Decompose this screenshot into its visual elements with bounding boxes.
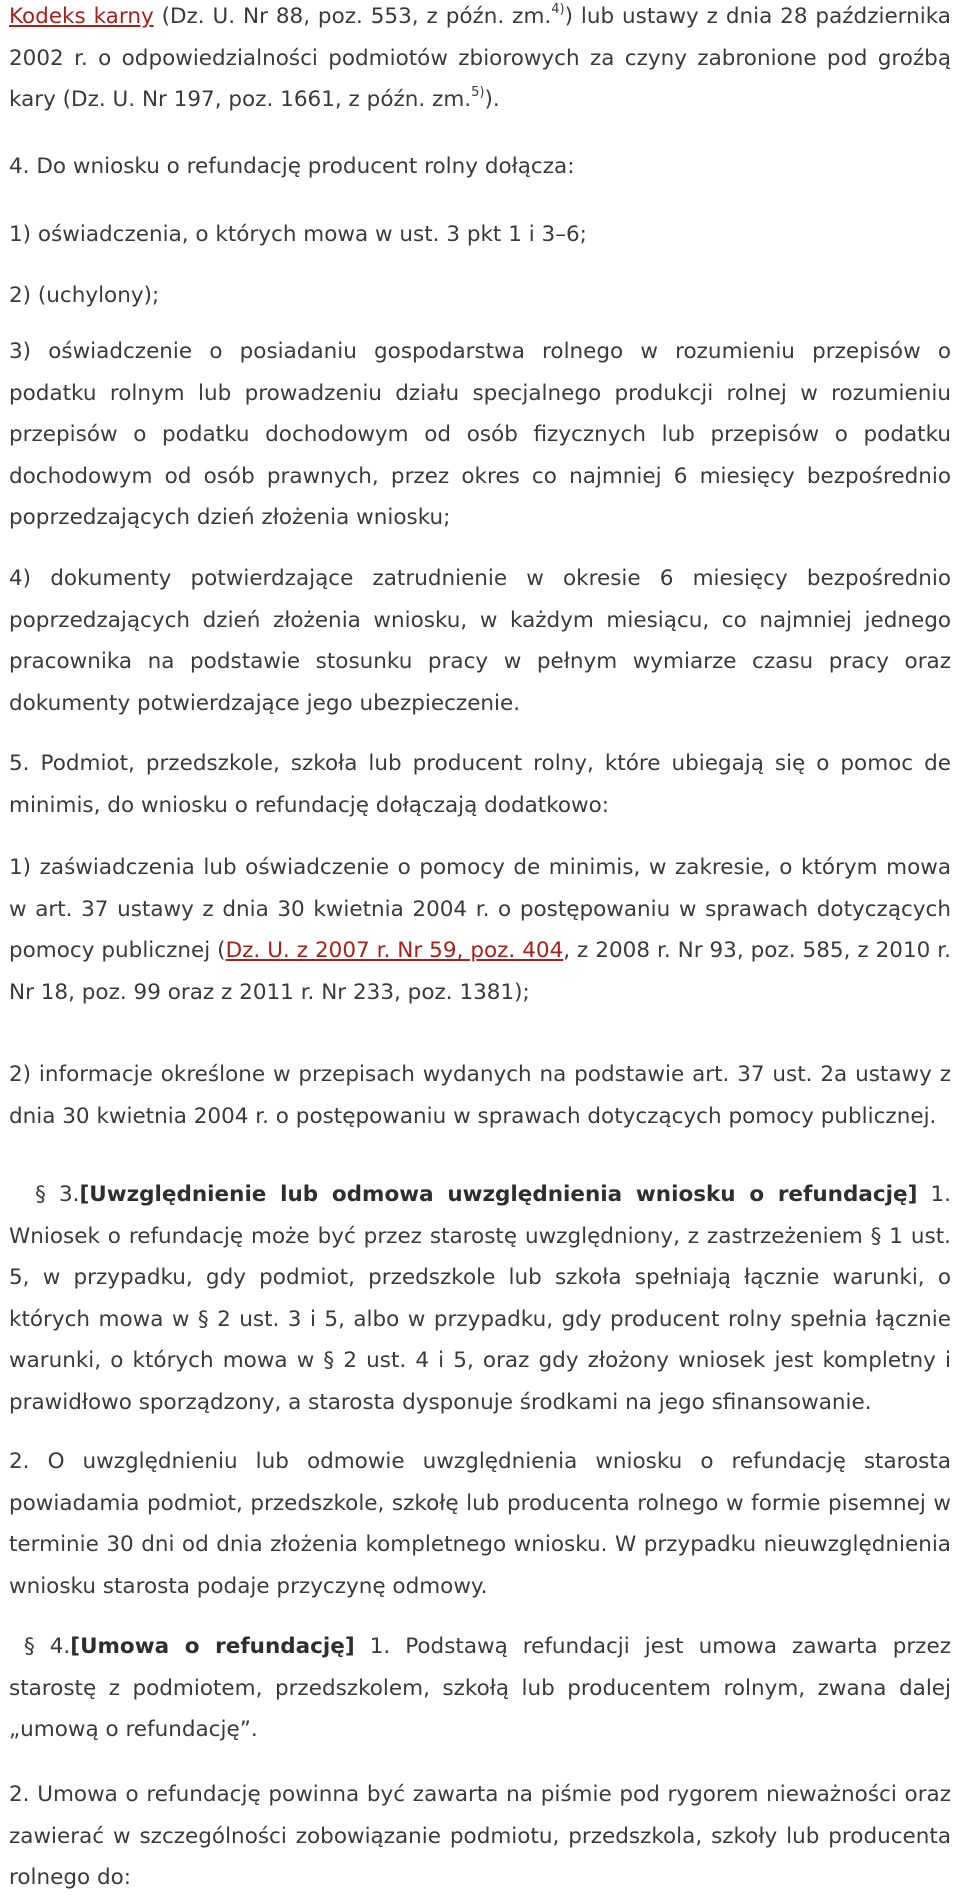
paragraph-5-item-2: 2) informacje określone w przepisach wydanych na podstawie art. 37 ust. 2a ustawy z dnia 30 kwietnia 2004 r. o postępowaniu w sprawach dotyczących pomocy publicznej. [9,1062,951,1129]
intro-text-3: ). [484,87,500,112]
dz-u-2007-link[interactable]: Dz. U. z 2007 r. Nr 59, poz. 404 [225,938,564,963]
section-3-paragraph-2: 2. O uwzględnieniu lub odmowie uwzględnienia wniosku o refundację starosta powiadamia podmiot, przedszkole, szkołę lub producenta rolnego w formie pisemnej w terminie 30 dni od dnia złożenia kompletnego wniosku. W przypadku nieuwzględnienia wniosku starosta podaje przyczynę odmowy. [9,1449,951,1599]
kodeks-karny-link[interactable]: Kodeks karny [9,4,154,29]
paragraph-5-item-1-text-a: 1) zaświadczenia lub oświadczenie o pomocy de minimis, w zakresie, o którym mowa w art. 37 ustawy z dnia 30 kwietnia 2004 r. o postępowaniu w sprawach dotyczących pomocy publicznej ( [9,855,951,963]
paragraph-5: 5. Podmiot, przedszkole, szkoła lub producent rolny, które ubiegają się o pomoc de minimis, do wniosku o refundację dołączają dodatkowo: [9,751,951,818]
section-3-paragraph-1 [9,1174,951,1423]
intro-text-2: ) lub ustawy z dnia 28 października 2002 r. o odpowiedzialności podmiotów zbiorowych za czyny zabronione pod groźbą kary (Dz. U. Nr 197, poz. 1661, z późn. zm. [9,4,951,112]
section-3-text: 1. Wniosek o refundację może być przez starostę uwzględniony, z zastrzeżeniem § 1 ust. 5, w przypadku, gdy podmiot, przedszkole lub szkoła spełniają łącznie warunki, o których mowa w § 2 ust. 3 i 5, albo w przypadku, gdy producent rolny spełnia łącznie warunki, o których mowa w § 2 ust. 4 i 5, oraz gdy złożony wniosek jest kompletny i prawidłowo sporządzony, a starosta dysponuje środkami na jego sfinansowanie. [9,1182,951,1415]
paragraph-4-item-3: 3) oświadczenie o posiadaniu gospodarstwa rolnego w rozumieniu przepisów o podatku rolnym lub prowadzeniu działu specjalnego produkcji rolnej w rozumieniu przepisów o podatku dochodowym od osób fizycznych lub przepisów o podatku dochodowym od osób prawnych, przez okres co najmniej 6 miesięcy bezpośrednio poprzedzających dzień złożenia wniosku; [9,339,951,530]
footnote-ref-4: 4) [551,1,565,17]
intro-text-1: (Dz. U. Nr 88, poz. 553, z późn. zm. [153,4,552,29]
paragraph-4-item-1: 1) oświadczenia, o których mowa w ust. 3 pkt 1 i 3–6; [9,222,587,247]
paragraph-5-item-1-text-b: , z 2008 r. Nr 93, poz. 585, z 2010 r. Nr 18, poz. 99 oraz z 2011 r. Nr 233, poz. 1381); [9,938,951,1005]
section-4-paragraph-1 [9,1626,951,1751]
section-4-heading: [Umowa o refundację] [70,1634,355,1659]
footnote-ref-5: 5) [471,84,485,100]
section-3-number: § 3. [9,1182,80,1207]
paragraph-4-item-4: 4) dokumenty potwierdzające zatrudnienie w okresie 6 miesięcy bezpośrednio poprzedzających dzień złożenia wniosku, w każdym miesiącu, co najmniej jednego pracownika na podstawie stosunku pracy w pełnym wymiarze czasu pracy oraz dokumenty potwierdzające jego ubezpieczenie. [9,566,951,716]
intro-paragraph [9,0,951,121]
section-4-number: § 4. [9,1634,71,1659]
section-4-paragraph-2: 2. Umowa o refundację powinna być zawarta na piśmie pod rygorem nieważności oraz zawierać w szczególności zobowiązanie podmiotu, przedszkola, szkoły lub producenta rolnego do: [9,1782,951,1890]
paragraph-4: 4. Do wniosku o refundację producent rolny dołącza: [9,154,575,179]
section-3-heading: [Uwzględnienie lub odmowa uwzględnienia wniosku o refundację] [79,1182,918,1207]
paragraph-4-item-2: 2) (uchylony); [9,283,160,308]
section-4-text: 1. Podstawą refundacji jest umowa zawarta przez starostę z podmiotem, przedszkolem, szkołą lub producentem rolnym, zwana dalej „umową o refundację”. [9,1634,951,1742]
paragraph-5-item-1 [9,847,951,1013]
